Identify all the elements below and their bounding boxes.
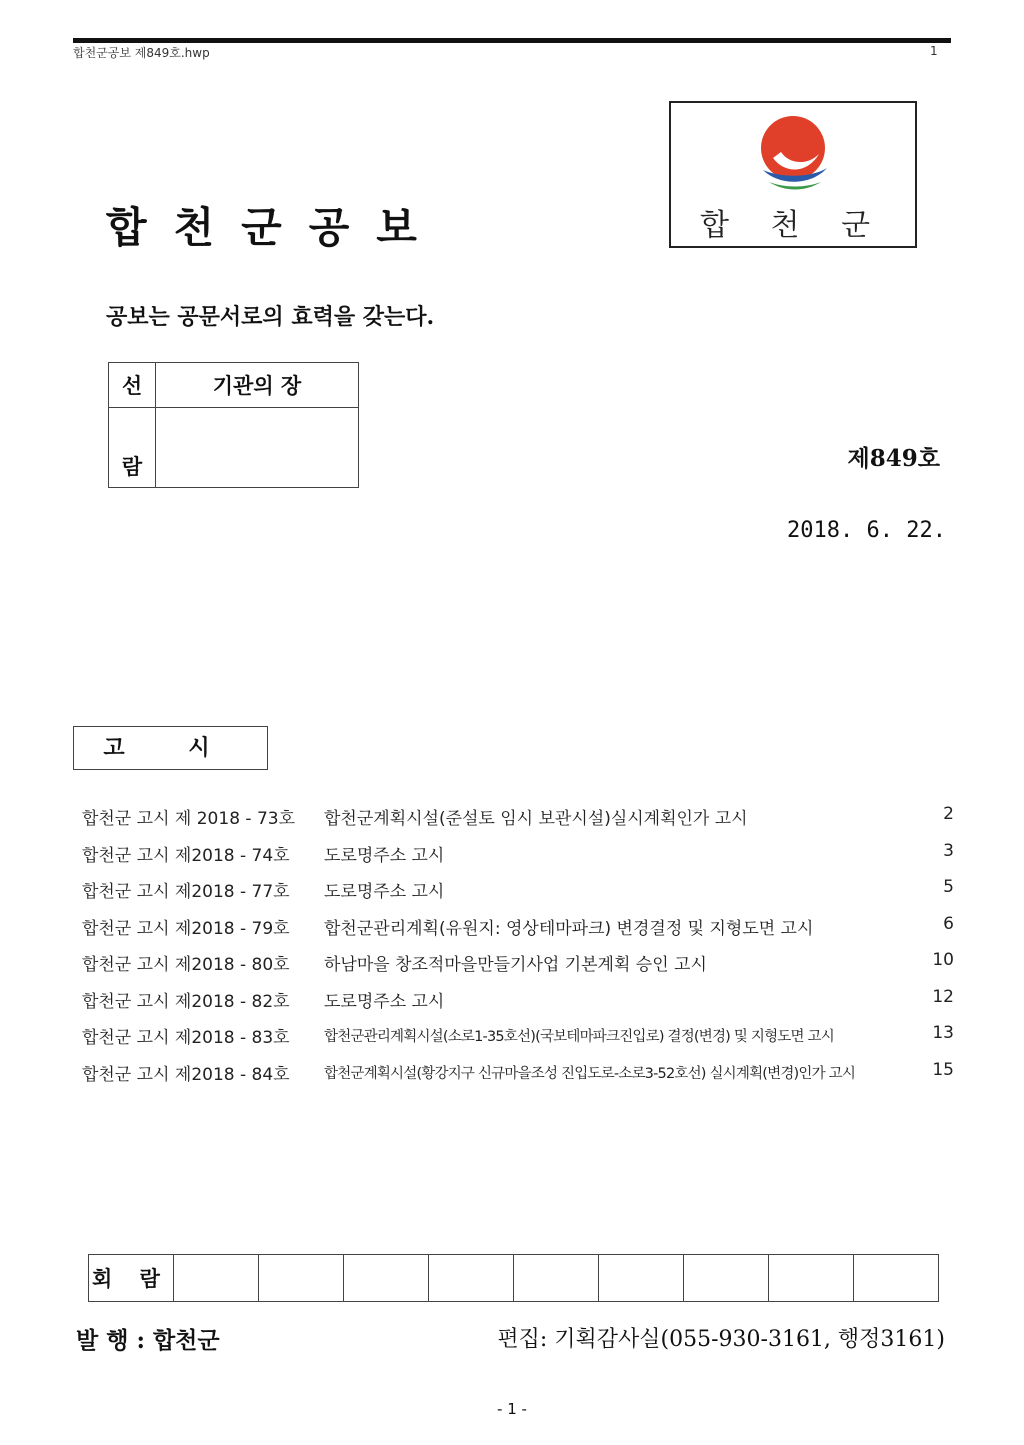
toc-notice-title: 합천군관리계획(유원지: 영상테마파크) 변경결정 및 지형도면 고시	[324, 918, 814, 939]
toc-row[interactable]	[82, 837, 960, 874]
toc-notice-number: 합천군 고시 제2018 - 80호	[82, 955, 290, 975]
header-page-number: 1	[930, 44, 938, 58]
issue-date: 2018. 6. 22.	[787, 518, 946, 543]
issue-number: 제849호	[847, 445, 940, 472]
sign-cell	[599, 1255, 684, 1302]
circulation-sign-table	[88, 1254, 939, 1302]
toc-notice-number: 합천군 고시 제2018 - 79호	[82, 918, 290, 939]
logo-county-name: 합 천 군	[699, 208, 886, 243]
toc-page: 15	[932, 1059, 954, 1080]
toc-notice-number: 합천군 고시 제2018 - 74호	[82, 845, 290, 866]
toc-notice-title: 합천군관리계획시설(소로1-35호선)(국보테마파크진입로) 결정(변경) 및 지형도면 고시	[324, 1029, 834, 1045]
page-title: 합천군공보	[106, 203, 444, 252]
editor-contact: 편집: 기획감사실(055-930-3161, 행정3161)	[497, 1327, 945, 1352]
sign-cell	[344, 1255, 429, 1302]
toc-list	[82, 800, 960, 1092]
subtitle: 공보는 공문서로의 효력을 갖는다.	[106, 304, 435, 330]
toc-page: 5	[943, 877, 954, 897]
toc-notice-number: 합천군 고시 제2018 - 77호	[82, 882, 290, 902]
sign-cell	[769, 1255, 854, 1302]
seonram-char-1: 선	[109, 363, 156, 408]
sign-cell	[684, 1255, 769, 1302]
circulation-table	[108, 362, 359, 488]
toc-row[interactable]	[82, 983, 960, 1020]
toc-notice-title: 도로명주소 고시	[324, 991, 445, 1012]
sign-cell	[259, 1255, 344, 1302]
toc-page: 6	[943, 913, 954, 934]
toc-page: 12	[932, 986, 954, 1007]
toc-notice-title: 도로명주소 고시	[324, 845, 445, 866]
sign-cell	[174, 1255, 259, 1302]
toc-notice-number: 합천군 고시 제2018 - 82호	[82, 991, 290, 1012]
toc-notice-number: 합천군 고시 제2018 - 84호	[82, 1064, 290, 1085]
header-rule	[73, 38, 951, 43]
section-title: 고 시	[73, 726, 268, 770]
toc-notice-number: 합천군 고시 제2018 - 83호	[82, 1028, 290, 1048]
toc-notice-title: 합천군계획시설(황강지구 신규마을조성 진입도로-소로3-52호선) 실시계획(변경)인가 고시	[324, 1065, 856, 1082]
seonram-header: 기관의 장	[156, 363, 359, 408]
toc-row[interactable]	[82, 800, 960, 837]
toc-row[interactable]	[82, 910, 960, 947]
toc-row[interactable]	[82, 946, 960, 983]
toc-notice-number: 합천군 고시 제 2018 - 73호	[82, 809, 296, 829]
page-footer: - 1 -	[497, 1400, 527, 1418]
toc-row[interactable]	[82, 1019, 960, 1056]
seonram-sign-cell	[156, 408, 359, 488]
header-filename: 합천군공보 제849호.hwp	[73, 46, 210, 60]
toc-page: 2	[943, 804, 954, 824]
sign-cell	[514, 1255, 599, 1302]
county-emblem-icon	[755, 112, 833, 196]
toc-notice-title: 하남마을 창조적마을만들기사업 기본계획 승인 고시	[324, 955, 707, 975]
publisher: 발 행 : 합천군	[76, 1327, 220, 1354]
sign-cell	[429, 1255, 514, 1302]
toc-notice-title: 도로명주소 고시	[324, 882, 445, 902]
toc-page: 13	[932, 1023, 954, 1043]
toc-row[interactable]	[82, 1056, 960, 1093]
seonram-char-2: 람	[109, 408, 156, 488]
toc-page: 3	[943, 840, 954, 861]
toc-row[interactable]	[82, 873, 960, 910]
toc-page: 10	[932, 950, 954, 970]
toc-notice-title: 합천군계획시설(준설토 임시 보관시설)실시계획인가 고시	[324, 809, 748, 829]
hoeram-label: 회 람	[89, 1255, 174, 1302]
sign-cell	[854, 1255, 939, 1302]
